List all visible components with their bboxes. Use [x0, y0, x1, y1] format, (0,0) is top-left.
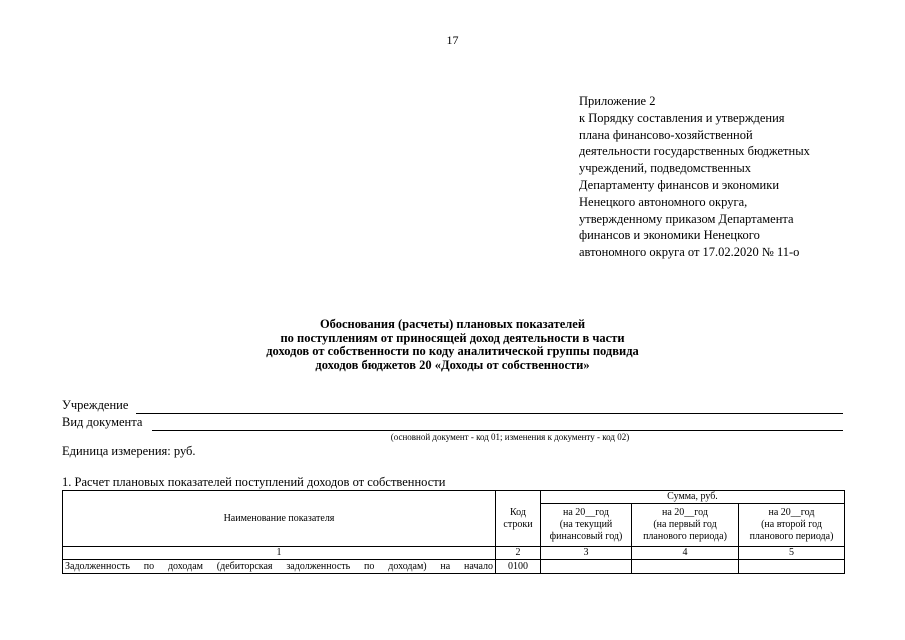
- appendix-line: учреждений, подведомственных: [579, 161, 752, 176]
- title-line: доходов бюджетов 20 «Доходы от собственности»: [315, 357, 590, 372]
- table-row: [63, 560, 845, 574]
- header-period-first: на 20__год (на первый год планового периода): [632, 504, 739, 547]
- title-line: по поступлениям от приносящей доход деятельности в части: [280, 330, 625, 345]
- column-number: 3: [541, 547, 632, 560]
- appendix-line: Ненецкого автономного округа,: [579, 194, 748, 209]
- appendix-line: деятельности государственных бюджетных: [579, 144, 810, 159]
- appendix-line: к Порядку составления и утверждения: [579, 110, 785, 125]
- table-header-row: [63, 491, 845, 504]
- row-value-current[interactable]: [541, 560, 632, 574]
- document-type-hint: (основной документ - код 01; изменения к документу - код 02): [390, 432, 630, 442]
- row-code: 0100: [496, 560, 541, 574]
- institution-field[interactable]: [136, 413, 843, 414]
- column-number: 1: [63, 547, 496, 560]
- appendix-line: Департаменту финансов и экономики: [579, 177, 780, 192]
- institution-label: Учреждение: [62, 398, 129, 412]
- title-line: доходов от собственности по коду аналитической группы подвида: [266, 344, 639, 359]
- page-number: 17: [446, 33, 459, 47]
- row-value-second[interactable]: [739, 560, 845, 574]
- column-numbers-row: [63, 547, 845, 560]
- appendix-line: финансов и экономики Ненецкого: [579, 228, 760, 243]
- unit-of-measure: Единица измерения: руб.: [62, 444, 196, 458]
- row-value-first[interactable]: [632, 560, 739, 574]
- header-row-code: Код строки: [496, 491, 541, 547]
- title-line: Обоснования (расчеты) плановых показателей: [319, 317, 586, 331]
- appendix-reference: [579, 93, 879, 261]
- appendix-line: Приложение 2: [579, 94, 656, 108]
- header-sum-group: Сумма, руб.: [541, 491, 845, 504]
- appendix-line: плана финансово-хозяйственной: [579, 127, 753, 142]
- column-number: 4: [632, 547, 739, 560]
- row-indicator-name: Задолженность по доходам (дебиторская задолженность по доходам) на начало: [63, 560, 496, 574]
- header-period-second: на 20__год (на второй год планового периода): [739, 504, 845, 547]
- column-number: 5: [739, 547, 845, 560]
- section-title: 1. Расчет плановых показателей поступлений доходов от собственности: [62, 475, 446, 489]
- calculation-table: [62, 490, 845, 574]
- appendix-line: утвержденному приказом Департамента: [579, 211, 794, 226]
- header-period-current: на 20__год (на текущий финансовый год): [541, 504, 632, 547]
- appendix-line: автономного округа от 17.02.2020 № 11-о: [579, 245, 800, 260]
- column-number: 2: [496, 547, 541, 560]
- document-type-label: Вид документа: [62, 415, 143, 429]
- document-type-field[interactable]: [152, 430, 843, 431]
- document-title: [0, 318, 905, 372]
- header-indicator-name: Наименование показателя: [63, 491, 496, 547]
